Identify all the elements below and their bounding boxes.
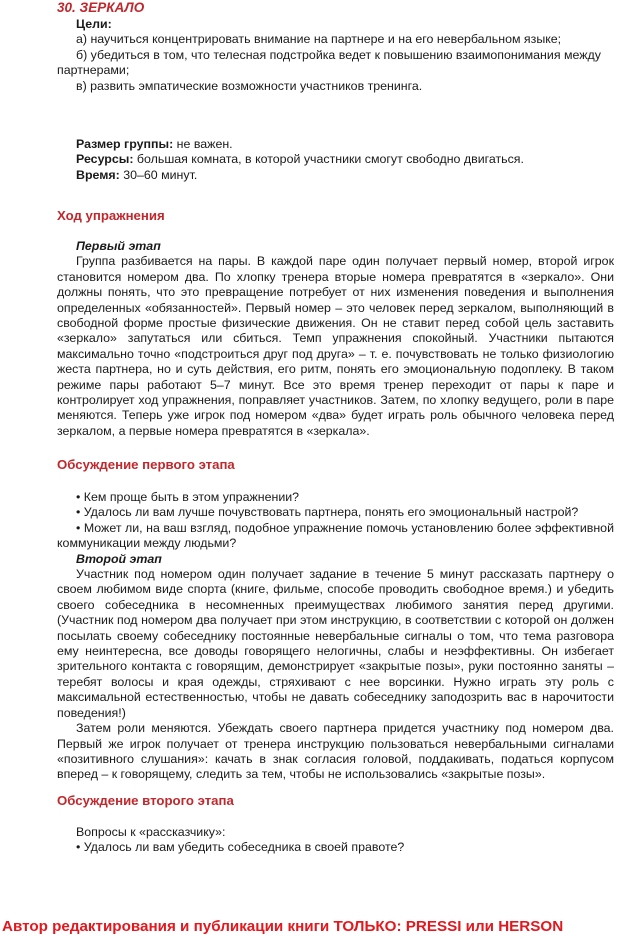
resources-label: Ресурсы: — [76, 152, 134, 167]
discussion2-heading: Обсуждение второго этапа — [57, 793, 234, 808]
time-label: Время: — [76, 167, 120, 182]
goals-section — [57, 17, 614, 94]
stage1-title: Первый этап — [76, 239, 161, 253]
procedure-heading: Ход упражнения — [57, 208, 165, 223]
discussion1-question: • Кем проще быть в этом упражнении? — [76, 490, 300, 504]
group-size-value: не важен. — [173, 137, 233, 151]
discussion2-intro: Вопросы к «рассказчику»: — [76, 825, 226, 839]
discussion2-section — [57, 825, 614, 856]
goal-item: б) убедиться в том, что телесная подстройка ведет к повышению взаимопонимания между партнерами; — [57, 47, 601, 78]
discussion1-question: • Удалось ли вам лучше почувствовать партнера, понять его эмоциональный настрой? — [76, 505, 579, 520]
goals-label: Цели: — [76, 17, 112, 31]
discussion1-heading: Обсуждение первого этапа — [57, 457, 235, 472]
goal-item: а) научиться концентрировать внимание на партнере и на его невербальном языке; — [76, 32, 562, 47]
group-size-row — [57, 137, 614, 152]
resources-row — [57, 152, 614, 167]
group-size-label: Размер группы: — [76, 137, 174, 151]
stage1-text: Группа разбивается на пары. В каждой паре один получает первый номер, второй игрок становится номером два. По хлопку тренера вторые номера превратятся в «зеркало». Они должны понять, что это превращение потребует от них изменения поведения и выполнения определенных «обязанностей». Первый номер – это человек перед зеркалом, выполняющий в свободной форме простые физические движения. Он не ставит перед собой цель заставить «зеркало» запутаться или сбиться. Темп упражнения спокойный. Участники пытаются максимально точно «подстроиться друг под друга» – т. е. почувствовать не только физиологию жеста партнера, но и суть действия, его ритм, понять его эмоциональную подоплеку. В таком режиме пары работают 5–7 минут. Все это время тренер переходит от пары к паре и контролирует ход упражнения, поправляет участников. Затем, по хлопку ведущего, роли в паре меняются. Теперь уже игрок под номером «два» будет играть роль обычного человека перед зеркалом, а первые номера превратятся в «зеркала». — [57, 254, 614, 438]
stage2-text: Затем роли меняются. Убеждать своего партнера придется участнику под номером два. Первый же игрок получает от тренера инструкцию пользоваться невербальными сигналами «позитивного слушания»: качать в знак согласия головой, поддакивать, податься корпусом вперед – к говорящему, следить за тем, чтобы не использовались «закрытые позы». — [57, 721, 614, 782]
stage2-title: Второй этап — [76, 551, 162, 566]
stage1-section — [57, 239, 614, 439]
time-row — [57, 168, 614, 183]
time-value: 30–60 минут. — [119, 167, 198, 182]
discussion1-question: • Может ли, на ваш взгляд, подобное упражнение помочь установлению более эффективной коммуникации между людьми? — [57, 520, 614, 551]
resources-value: большая комната, в которой участники смогут свободно двигаться. — [133, 152, 524, 167]
footer-notice: Автор редактирования и публикации книги ТОЛЬКО: PRESSI или HERSON — [2, 918, 564, 935]
exercise-meta — [57, 137, 614, 183]
goal-item: в) развить эмпатические возможности участников тренинга. — [76, 78, 423, 93]
exercise-title: 30. ЗЕРКАЛО — [57, 0, 145, 15]
discussion2-question: • Удалось ли вам убедить собеседника в своей правоте? — [76, 840, 405, 855]
discussion1-section — [57, 490, 614, 783]
stage2-text: Участник под номером один получает задание в течение 5 минут рассказать партнеру о своем любимом виде спорта (книге, фильме, способе проводить свободное время.) и убедить своего собеседника в несомненных преимуществах любимого занятия перед другими. (Участник под номером два получает при этом инструкцию, в соответствии с которой он должен посылать своему собеседнику постоянные невербальные сигналы о том, что тема разговора ему неинтересна, все доводы говорящего нелогичны, слабы и неэффективны. Он избегает зрительного контакта с говорящим, демонстрирует «закрытые позы», руки постоянно заняты – теребят волосы и края одежды, стряхивают с нее ворсинки. Нужно играть эту роль с максимальной естественностью, чтобы не давать собеседнику заподозрить вас в нарочитости поведения!) — [57, 567, 614, 720]
